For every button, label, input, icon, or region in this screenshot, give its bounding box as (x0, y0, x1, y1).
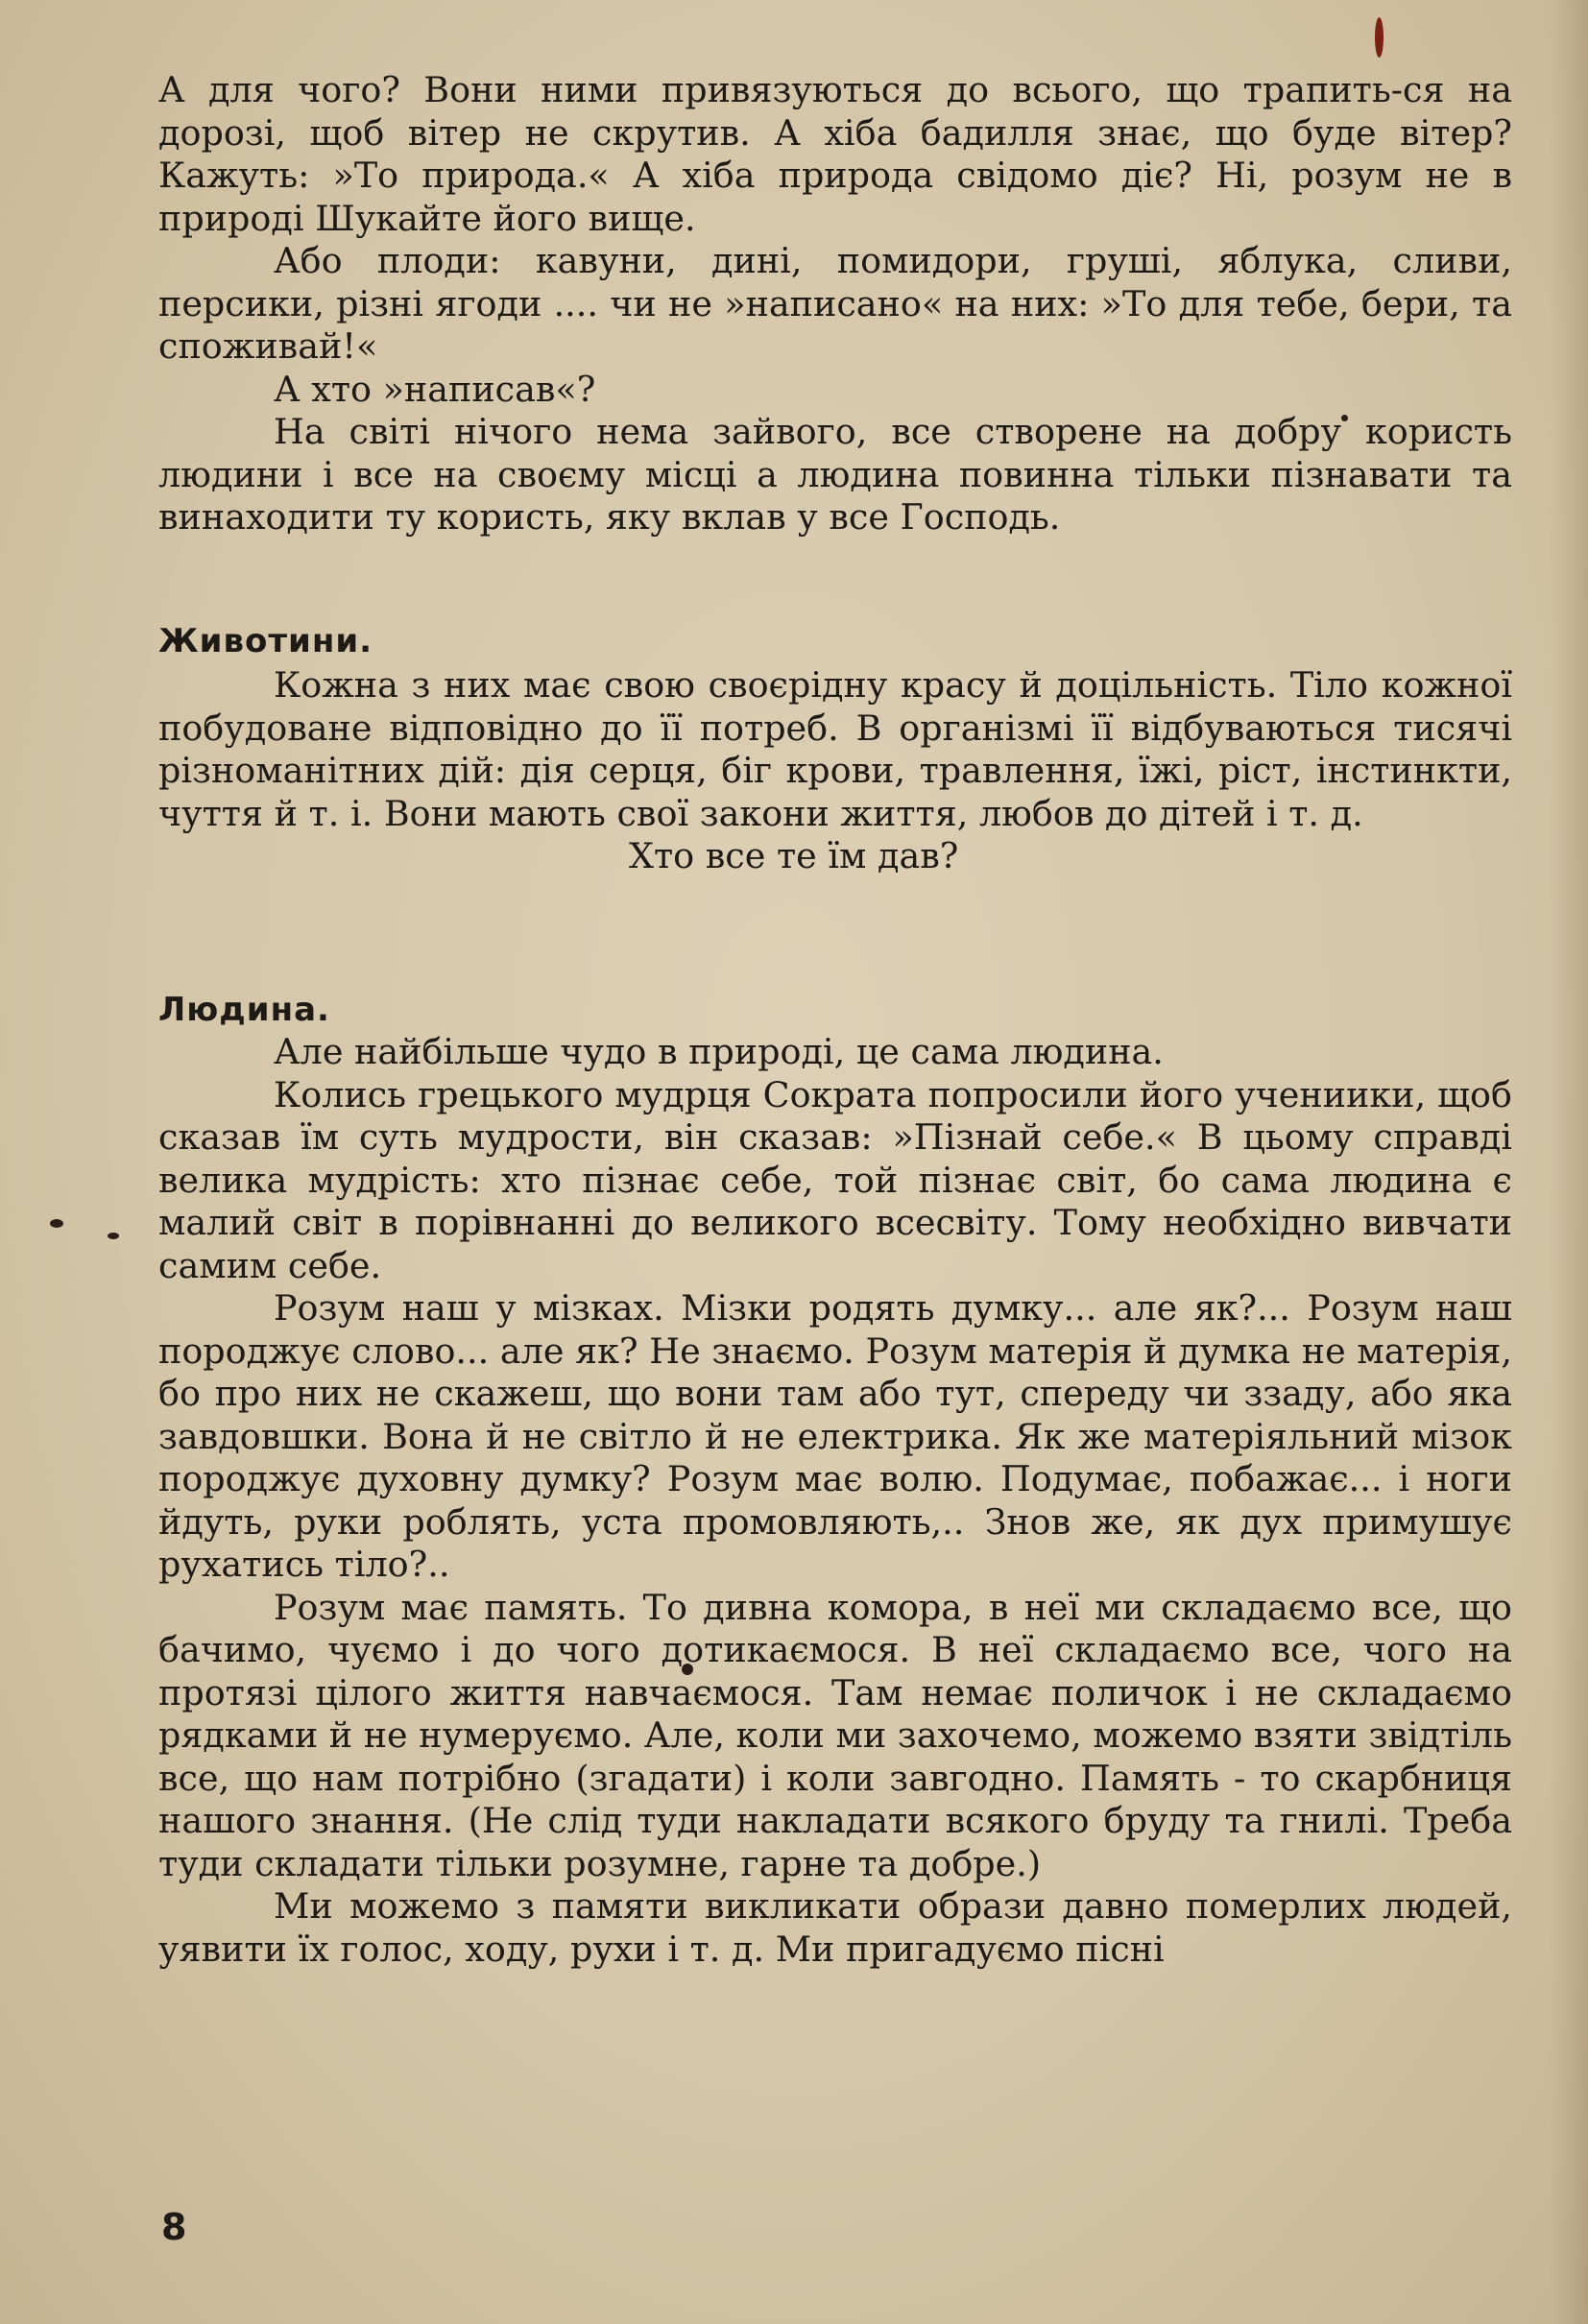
paragraph: А хто »написав«? (274, 368, 596, 410)
paragraph: Або плоди: кавуни, дині, помидори, груші, яблука, сливи, персики, різні ягоди .... чи не »написано« на них: »То для тебе, бери, та споживай!« (158, 240, 1512, 367)
text-block-top (158, 69, 1512, 539)
paragraph: Але найбільше чудо в природі, це сама людина. (274, 1031, 1164, 1072)
paragraph: Колись грецького мудрця Сократа попросили його учениики, щоб сказав їм суть мудрости, він сказав: »Пізнай себе.« В цьому справді велика мудрість: хто пізнає себе, той пізнає світ, бо сама людина є малий світ в порівнанні до великого всесвіту. Тому необхідно вивчати самим себе. (158, 1073, 1512, 1286)
ink-speck (50, 1219, 63, 1228)
section-human (158, 989, 1512, 1971)
paragraph: Кожна з них має свою своєрідну красу й доцільність. Тіло кожної побудоване відповідно до її потреб. В організмі її відбуваються тисячі різноманітних дій: дія серця, біг крови, травлення, їжі, ріст, інстинкти, чуття й т. і. Вони мають свої закони життя, любов до дітей і т. д. (158, 664, 1512, 834)
ink-speck (108, 1233, 119, 1239)
paragraph: А для чого? Вони ними привязуються до всього, що трапить-ся на дорозі, щоб вітер не скрутив. А хіба бадилля знає, що буде вітер? Кажуть: »То природа.« А хіба природа свідомо діє? Ні, розум не в природі Шукайте його вище. (158, 69, 1512, 239)
section-animals (158, 620, 1512, 878)
ink-blot (1375, 17, 1383, 58)
paragraph: На світі нічого нема зайвого, все створене на добру користь людини і все на своєму місці а людина повинна тільки пізнавати та винаходити ту користь, яку вклав у все Господь. (158, 411, 1512, 538)
page-number: 8 (161, 2206, 187, 2248)
paragraph: Ми можемо з памяти викликати образи давно померлих людей, уявити їх голос, ходу, рухи і т. д. Ми пригадуємо пісні (158, 1885, 1512, 1970)
page-edge-shadow (1550, 0, 1588, 2324)
paragraph: Розум наш у мізках. Мізки родять думку... але як?... Розум наш породжує слово... але як? Не знаємо. Розум матерія й думка не матерія, бо про них не скажеш, що вони там або тут, спереду чи ззаду, або яка завдовшки. Вона й не світло й не електрика. Як же матеріяльний мізок породжує духовну думку? Розум має волю. Подумає, побажає... і ноги йдуть, руки роблять, уста промовляють,.. Знов же, як дух примушує рухатись тіло?.. (158, 1287, 1512, 1585)
centered-question: Хто все те їм дав? (629, 835, 959, 876)
section-heading: Людина. (158, 991, 330, 1029)
section-heading: Животини. (158, 622, 373, 660)
paragraph: Розум має память. То дивна комора, в неї ми складаємо все, що бачимо, чуємо і до чого дотикаємося. В неї складаємо все, чого на протязі цілого життя навчаємося. Там немає поличок і не складаємо рядками й не нумеруємо. Але, коли ми захочемо, можемо взяти звідтіль все, що нам потрібно (згадати) і коли завгодно. Память - то скарбниця нашого знання. (Не слід туди накладати всякого бруду та гнилі. Треба туди складати тільки розумне, гарне та добре.) (158, 1586, 1512, 1884)
